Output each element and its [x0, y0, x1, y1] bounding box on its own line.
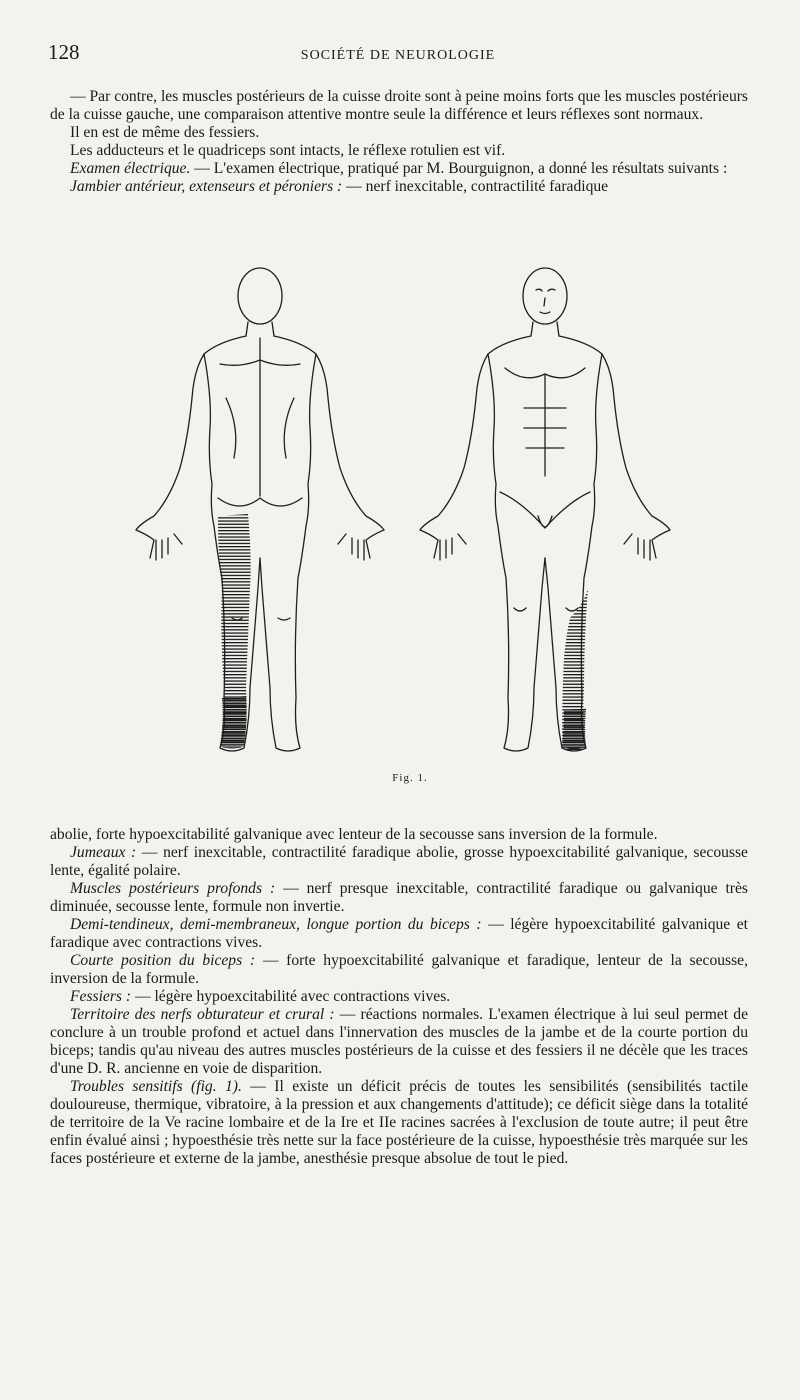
paragraph-text: — Par contre, les muscles postérieurs de la cuisse droite sont à peine moins forts que les muscles postérieurs de la cuisse gauche, une comparaison attentive montre seule la différence et leurs réflexes sont normaux. [50, 88, 748, 123]
paragraph-text: — réactions normales. L'examen électrique à lui seul permet de conclure à un trouble profond et actuel dans l'innervation des muscles de la jambe et de la courte portion du biceps; tandis qu'au niveau des autres muscles postérieurs de la cuisse et des fessiers il ne décèle que les traces d'une D. R. ancienne en voie de disparition. [50, 1006, 748, 1077]
paragraph-text: abolie, forte hypoexcitabilité galvanique avec lenteur de la secousse sans inversion de la formule. [50, 826, 658, 843]
paragraph-lead: Examen électrique. [70, 160, 191, 177]
bottom-text-block [50, 826, 748, 1168]
paragraph-text: Il en est de même des fessiers. [70, 124, 260, 141]
posterior-hatched-region [218, 514, 251, 749]
paragraph-text: — Il existe un déficit précis de toutes les sensibilités (sensibilités tactile douloureuse, thermique, vibratoire, à la pression et aux changements d'attitude); ce déficit siège dans la totalité de territoire de la Ve racine lombaire et de la Ire et IIe racines sacrées à l'exclusion de toute autre; il peut être enfin évalué ainsi ; hypoesthésie très nette sur la face postérieure de la cuisse, hypoesthésie très marquée sur les faces postérieure et externe de la jambe, anesthésie presque absolue de tout le pied. [50, 1078, 748, 1167]
running-title: SOCIÉTÉ DE NEUROLOGIE [300, 48, 496, 63]
paragraph-lead: Jumeaux : [70, 844, 137, 861]
paragraph-lead: Muscles postérieurs profonds : [70, 880, 276, 897]
figure-caption: Fig. 1. [392, 772, 428, 784]
paragraph-lead: Troubles sensitifs (fig. 1). [70, 1078, 242, 1095]
posterior-body-figure [136, 268, 384, 751]
paragraph [50, 178, 748, 196]
paragraph-text: — L'examen électrique, pratiqué par M. Bourguignon, a donné les résultats suivants : [190, 160, 728, 177]
paragraph-lead: Jambier antérieur, extenseurs et péroniers : [70, 178, 343, 195]
paragraph [50, 952, 748, 988]
paragraph-lead: Demi-tendineux, demi-membraneux, longue portion du biceps : [70, 916, 482, 933]
paragraph [50, 916, 748, 952]
body-diagram [100, 258, 720, 768]
page-header [48, 40, 748, 70]
paragraph-text: — nerf inexcitable, contractilité faradique abolie, grosse hypoexcitabilité galvanique, secousse lente, égalité polaire. [50, 844, 748, 879]
paragraph-lead: Territoire des nerfs obturateur et crural : [70, 1006, 335, 1023]
paragraph-lead: Courte position du biceps : [70, 952, 256, 969]
paragraph-text: — forte hypoexcitabilité galvanique et faradique, lenteur de la secousse, inversion de la formule. [50, 952, 748, 987]
page-number: 128 [48, 40, 80, 64]
paragraph [50, 1078, 748, 1168]
paragraph-text: Les adducteurs et le quadriceps sont intacts, le réflexe rotulien est vif. [70, 142, 506, 159]
paragraph [50, 844, 748, 880]
anterior-body-figure [420, 268, 670, 751]
paragraph-text: — légère hypoexcitabilité avec contractions vives. [131, 988, 451, 1005]
paragraph [50, 1006, 748, 1078]
paragraph [50, 160, 748, 178]
top-text-block [50, 88, 748, 196]
paragraph-text: — nerf presque inexcitable, contractilité faradique ou galvanique très diminuée, secousse lente, formule non invertie. [50, 880, 748, 915]
paragraph [50, 826, 748, 844]
paragraph [50, 988, 748, 1006]
paragraph [50, 124, 748, 142]
paragraph-lead: Fessiers : [70, 988, 132, 1005]
paragraph [50, 88, 748, 124]
paragraph [50, 880, 748, 916]
anterior-hatched-region [562, 588, 588, 751]
paragraph-text: — légère hypoexcitabilité galvanique et faradique avec contractions vives. [50, 916, 748, 951]
paragraph-text: — nerf inexcitable, contractilité faradique [342, 178, 609, 195]
figure-dermatome-diagram [100, 258, 720, 793]
paragraph [50, 142, 748, 160]
